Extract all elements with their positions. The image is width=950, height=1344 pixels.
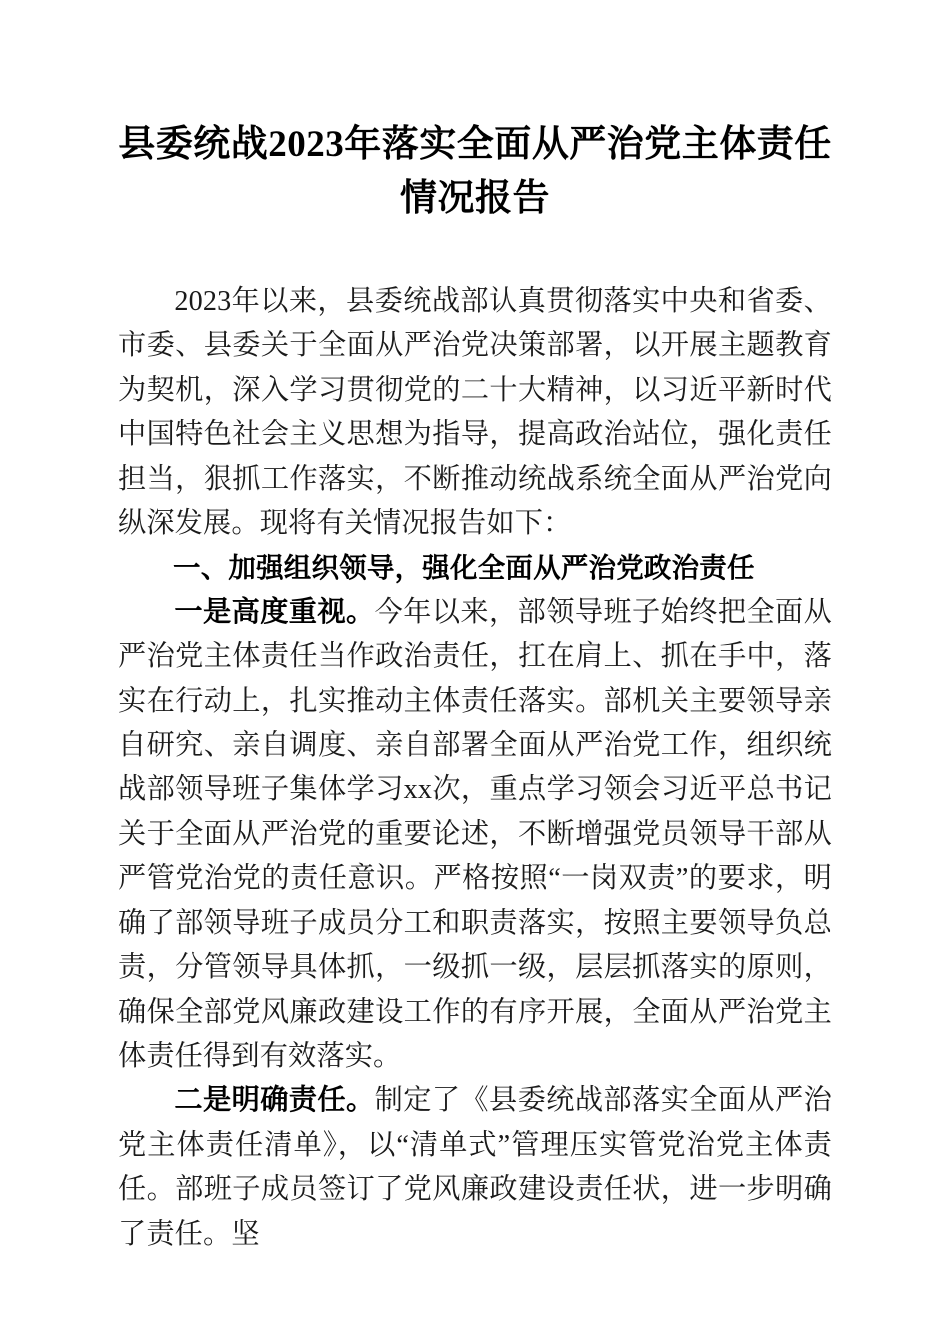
page-title-line-1: 县委统战2023年落实全面从严治党主体责任 (118, 124, 832, 165)
page-title (118, 118, 832, 226)
point-one-text: 今年以来，部领导班子始终把全面从严治党主体责任当作政治责任，扛在肩上、抓在手中，落实在行动上，扎实推动主体责任落实。部机关主要领导亲自研究、亲自调度、亲自部署全面从严治党工作，组织统战部领导班子集体学习xx次，重点学习领会习近平总书记关于全面从严治党的重要论述，不断增强党员领导干部从严管党治党的责任意识。严格按照“一岗双责”的要求，明确了部领导班子成员分工和职责落实，按照主要领导负总责，分管领导具体抓，一级抓一级，层层抓落实的原则，确保全部党风廉政建设工作的有序开展，全面从严治党主体责任得到有效落实。 (118, 596, 832, 1072)
point-two-lead: 二是明确责任。 (174, 1085, 375, 1117)
page-title-line-2: 情况报告 (400, 178, 550, 219)
intro-paragraph: 2023年以来，县委统战部认真贯彻落实中央和省委、市委、县委关于全面从严治党决策部署，以开展主题教育为契机，深入学习贯彻党的二十大精神，以习近平新时代中国特色社会主义思想为指导，提高政治站位，强化责任担当，狠抓工作落实，不断推动统战系统全面从严治党向纵深发展。现将有关情况报告如下： (118, 286, 832, 540)
title-spacer (118, 226, 832, 280)
point-one-lead: 一是高度重视。 (174, 596, 375, 628)
point-two-paragraph (118, 1079, 832, 1257)
point-two-text: 制定了《县委统战部落实全面从严治党主体责任清单》，以“清单式”管理压实管党治党主体责任。部班子成员签订了党风廉政建设责任状，进一步明确了责任。坚 (118, 1085, 832, 1250)
point-one-paragraph (118, 591, 832, 1079)
document-body (118, 118, 832, 1257)
section-heading-one: 一、加强组织领导，强化全面从严治党政治责任 (173, 552, 755, 584)
